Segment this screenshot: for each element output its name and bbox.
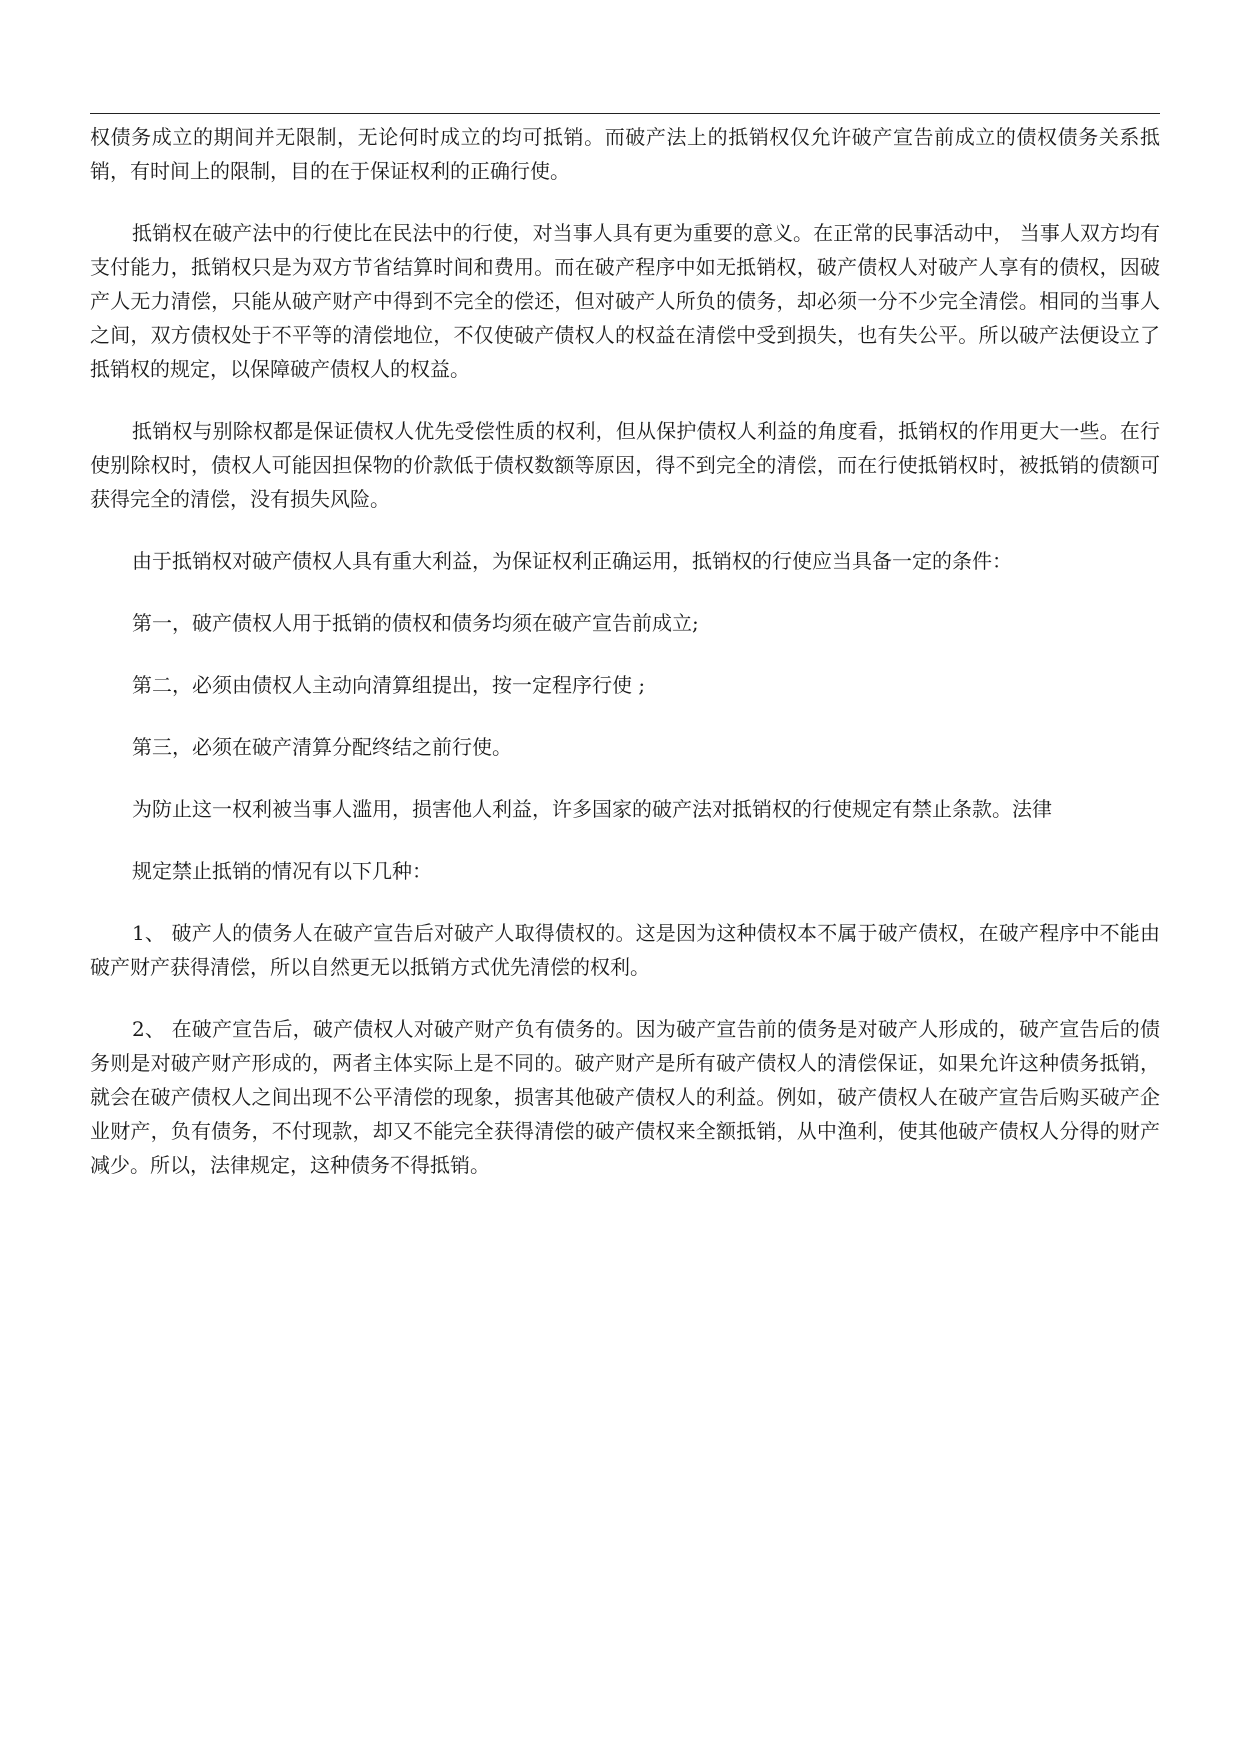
paragraph-9: 规定禁止抵销的情况有以下几种： <box>132 859 432 883</box>
paragraph-4: 由于抵销权对破产债权人具有重大利益，为保证权利正确运用，抵销权的行使应当具备一定的条件： <box>132 549 1012 573</box>
paragraph-3: 抵销权与别除权都是保证债权人优先受偿性质的权利，但从保护债权人利益的角度看，抵销权的作用更大一些。在行使别除权时，债权人可能因担保物的价款低于债权数额等原因，得不到完全的清偿，而在行使抵销权时，被抵销的债额可获得完全的清偿，没有损失风险。 <box>90 419 1160 511</box>
paragraph-2: 抵销权在破产法中的行使比在民法中的行使，对当事人具有更为重要的意义。在正常的民事活动中， 当事人双方均有支付能力，抵销权只是为双方节省结算时间和费用。而在破产程序中如无抵销权，破产债权人对破产人享有的债权，因破产人无力清偿，只能从破产财产中得到不完全的偿还，但对破产人所负的债务，却必须一分不少完全清偿。相同的当事人之间，双方债权处于不平等的清偿地位，不仅使破产债权人的权益在清偿中受到损失，也有失公平。所以破产法便设立了抵销权的规定，以保障破产债权人的权益。 <box>90 221 1160 381</box>
paragraph-7: 第三，必须在破产清算分配终结之前行使。 <box>132 735 512 759</box>
paragraph-8: 为防止这一权利被当事人滥用，损害他人利益，许多国家的破产法对抵销权的行使规定有禁止条款。法律 <box>132 797 1052 821</box>
header-rule <box>90 113 1160 114</box>
paragraph-10: 1、 破产人的债务人在破产宣告后对破产人取得债权的。这是因为这种债权本不属于破产债权，在破产程序中不能由破产财产获得清偿，所以自然更无以抵销方式优先清偿的权利。 <box>90 921 1160 979</box>
paragraph-11: 2、 在破产宣告后，破产债权人对破产财产负有债务的。因为破产宣告前的债务是对破产人形成的，破产宣告后的债务则是对破产财产形成的，两者主体实际上是不同的。破产财产是所有破产债权人的清偿保证，如果允许这种债务抵销，就会在破产债权人之间出现不公平清偿的现象，损害其他破产债权人的利益。例如，破产债权人在破产宣告后购买破产企业财产，负有债务，不付现款，却又不能完全获得清偿的破产债权来全额抵销，从中渔利，使其他破产债权人分得的财产减少。所以，法律规定，这种债务不得抵销。 <box>90 1017 1160 1177</box>
paragraph-1: 权债务成立的期间并无限制，无论何时成立的均可抵销。而破产法上的抵销权仅允许破产宣告前成立的债权债务关系抵销，有时间上的限制，目的在于保证权利的正确行使。 <box>90 125 1160 183</box>
paragraph-6: 第二，必须由债权人主动向清算组提出，按一定程序行使 ; <box>132 673 646 697</box>
paragraph-5: 第一，破产债权人用于抵销的债权和债务均须在破产宣告前成立; <box>132 611 699 635</box>
body-text <box>90 120 1160 1182</box>
